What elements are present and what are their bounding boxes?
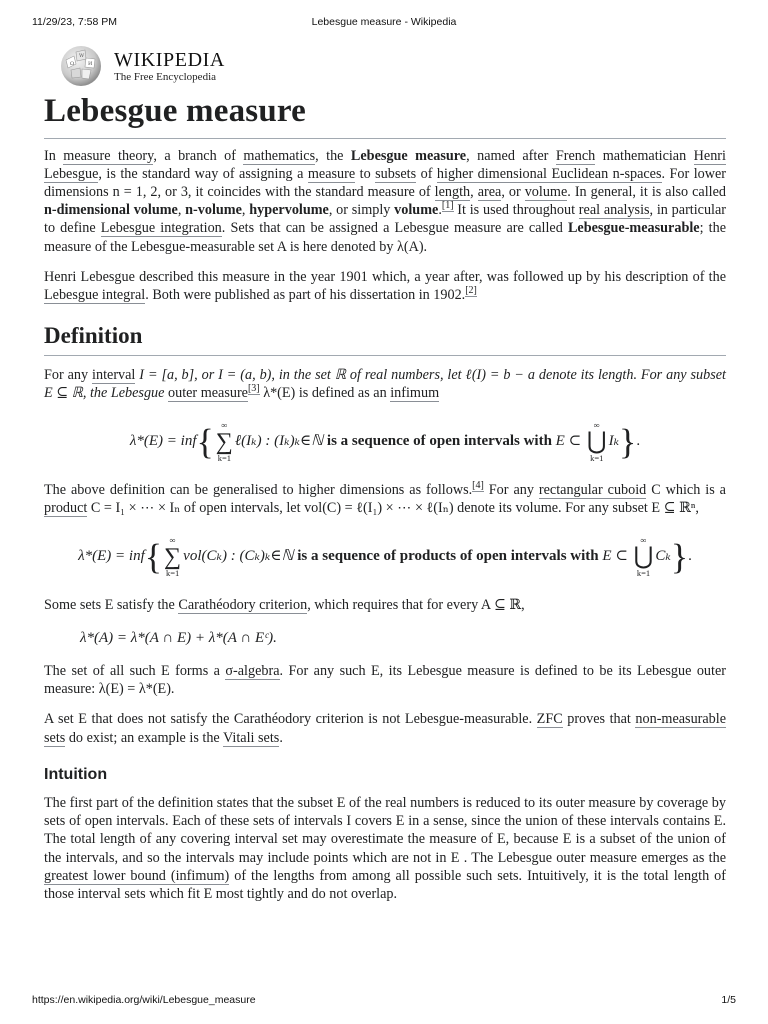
formula-outer-measure-nd: λ*(E) = inf{ ∞ ∑ k=1 vol(Cₖ) : (Cₖ)ₖ∈ℕ is a sequence of products of open intervals with E ⊂ ∞ ⋃ k=1 Cₖ}. [78,534,692,578]
link-rectangular-cuboid[interactable]: rectangular cuboid [538,481,647,498]
formula-outer-measure-1d: λ*(E) = inf{ ∞ ∑ k=1 ℓ(Iₖ) : (Iₖ)ₖ∈ℕ is a sequence of open intervals with E ⊂ ∞ ⋃ k=1 Iₖ}. [129,419,641,463]
term-n-volume: n-volume [185,202,242,219]
link-french[interactable]: French [555,147,596,164]
link-product[interactable]: product [44,499,88,516]
svg-text:W: W [79,53,85,59]
link-lebesgue-integral[interactable]: Lebesgue integral [44,287,146,304]
definition-paragraph-3: Some sets E satisfy the Carathéodory criterion, which requires that for every A ⊆ ℝ, [44,596,525,613]
link-mathematics[interactable]: mathematics [243,147,316,164]
section-heading-intuition: Intuition [44,765,108,783]
link-measure-theory[interactable]: measure theory [63,147,154,164]
section-heading-definition: Definition [44,322,726,356]
term-volume: volume [394,202,439,219]
link-volume[interactable]: volume [524,184,568,200]
print-page-title: Lebesgue measure - Wikipedia [311,16,457,28]
intro-paragraph: In measure theory, a branch of mathematics, the Lebesgue measure, named after French mathematician Henri Lebesgue, is the standard way of assigning a measure to subsets of higher dimensional Euclidean n-spaces. For lower dimensions n = 1, 2, or 3, it coincides with the standard measure of length, area, or volume. In general, it is also called n-dimensional volume, n-volume, hypervolume, or simply volume.[1] It is used throughout real analysis, in particular to define Lebesgue integration. Sets that can be assigned a Lebesgue measure are called Lebesgue-measurable; the measure of the Lebesgue-measurable set A is here denoted by λ(A). [44,147,727,255]
term-lebesgue-measurable: Lebesgue-measurable [567,220,700,237]
link-subsets[interactable]: subsets [375,165,417,182]
link-henri-lebesgue[interactable]: Henri Lebesgue [44,147,726,182]
intuition-paragraph-1: The first part of the definition states that the subset E of the real numbers is reduced to its outer measure by coverage by sets of open intervals. Each of these sets of intervals I covers E in a sense, since the union of these intervals contains E. The total length of any covering interval set may overestimate the measure of E, because E is a subset of the union of the intervals, and so the intervals may include points which are not in E . The Lebesgue outer measure emerges as the greatest lower bound (infimum) of the lengths from among all possible such sets. Intuitively, it is the total length of those interval sets which fit E most tightly and do not overlap. [44,794,726,902]
link-zfc[interactable]: ZFC [536,711,563,728]
link-non-measurable-sets[interactable]: non-measurable sets [44,711,727,746]
link-real-analysis[interactable]: real analysis [578,202,650,219]
formula-caratheodory: λ*(A) = λ*(A ∩ E) + λ*(A ∩ Eᶜ). [80,629,277,646]
wikipedia-tagline: The Free Encyclopedia [114,71,217,83]
link-infimum[interactable]: infimum [390,385,440,402]
definition-paragraph-5: A set E that does not satisfy the Carathéodory criterion is not Lebesgue-measurable. ZFC proves that non-measurable sets do exist; an example is the Vitali sets. [44,711,727,746]
link-caratheodory-criterion[interactable]: Carathéodory criterion [178,596,308,613]
reference-2[interactable]: [2] [465,285,477,297]
article-content [44,92,726,915]
link-interval[interactable]: interval [92,366,136,383]
reference-1[interactable]: [1] [441,200,454,212]
print-url: https://en.wikipedia.org/wiki/Lebesgue_measure [32,994,256,1006]
link-sigma-algebra[interactable]: σ-algebra [225,662,280,679]
link-lebesgue-integration[interactable]: Lebesgue integration [100,220,222,237]
definition-paragraph-1: For any interval I = [a, b], or I = (a, b), in the set ℝ of real numbers, let ℓ(I) = b − a denote its length. For any subset E ⊆ ℝ, the Lebesgue outer measure[3] λ*(E) is defined as an infimum [44,366,726,402]
link-measure[interactable]: measure [307,165,356,182]
definition-paragraph-2: The above definition can be generalised to higher dimensions as follows.[4] For any rectangular cuboid C which is a product C = I₁ × ⋯ × Iₙ of open intervals, let vol(C) = ℓ(I₁) × ⋯ × ℓ(Iₙ) denote its volume. For any subset E ⊆ ℝⁿ, [44,480,726,516]
wikipedia-wordmark: WIKIPEDIA [114,49,225,71]
reference-3[interactable]: [3] [247,383,260,395]
link-outer-measure[interactable]: outer measure [168,385,248,402]
svg-text:И: И [88,61,93,67]
link-length[interactable]: length [434,184,471,200]
definition-paragraph-4: The set of all such E forms a σ-algebra. For any such E, its Lebesgue measure is defined to be its Lebesgue outer measure: λ(E) = λ*(E). [44,662,726,698]
term-hypervolume: hypervolume [249,202,329,219]
term-n-dimensional-volume: n-dimensional volume [44,202,178,219]
print-datetime: 11/29/23, 7:58 PM [32,16,118,28]
wikipedia-globe-icon [58,42,104,88]
link-area[interactable]: area [477,184,502,200]
history-paragraph: Henri Lebesgue described this measure in the year 1901 which, a year after, was followed up by his description of the Lebesgue integral. Both were published as part of his dissertation in 1902.[2] [44,268,726,304]
print-footer [32,994,736,1008]
link-euclidean-spaces[interactable]: higher dimensional Euclidean n-spaces [436,165,662,182]
print-page-count: 1/5 [721,994,736,1006]
svg-text:Ω: Ω [70,61,75,67]
reference-4[interactable]: [4] [472,480,484,492]
page-title: Lebesgue measure [44,92,726,139]
link-vitali-sets[interactable]: Vitali sets [223,729,280,746]
print-header [32,16,736,30]
link-greatest-lower-bound[interactable]: greatest lower bound (infimum) [44,867,230,884]
term-lebesgue-measure: Lebesgue measure [350,147,467,164]
